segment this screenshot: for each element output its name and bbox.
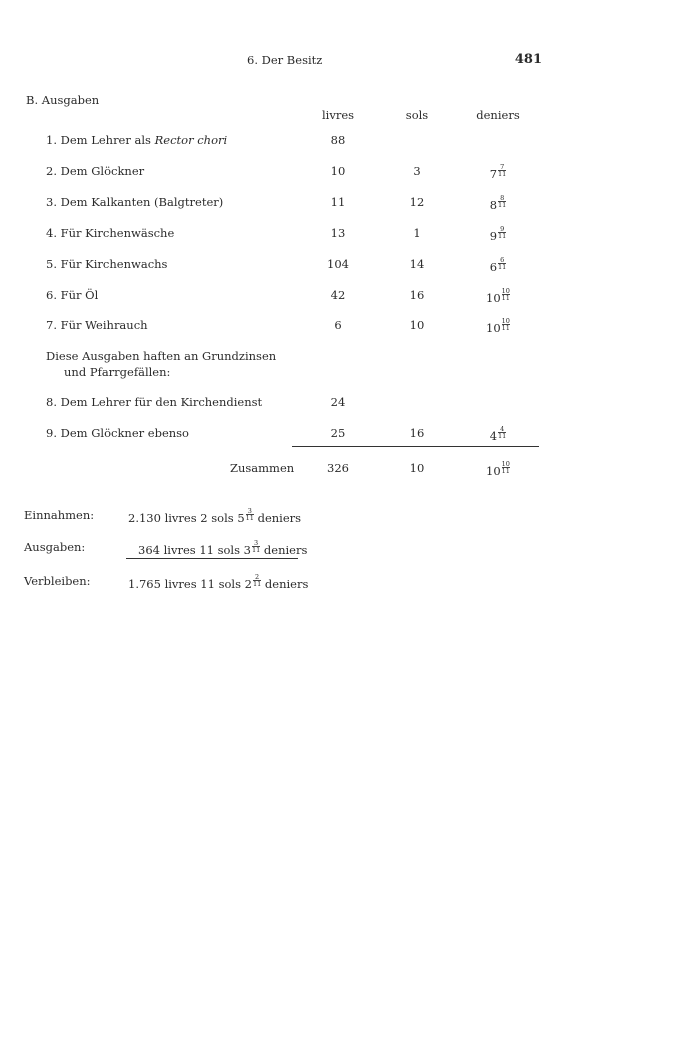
cell-sols: 1 [413,226,421,240]
cell-livres: 6 [334,318,342,332]
table-row [0,164,700,184]
cell-deniers: 10 $\frac{10}{11}$ [486,287,510,305]
sum-rule [292,446,539,447]
fraction: $\frac{4}{11}$ [498,425,507,440]
cell-sols: 14 [409,257,425,271]
fraction: $\frac{6}{11}$ [498,256,507,271]
cell-deniers: 9 $\frac{9}{11}$ [489,225,507,243]
cell-sols: 16 [409,426,425,440]
fraction: $\frac{3}{11}$ [245,507,254,522]
column-header-sols: sols [405,108,429,122]
note [46,348,276,380]
table-row [0,195,700,215]
row-label: 5. Für Kirchenwachs [46,257,168,271]
fraction: $\frac{8}{11}$ [498,194,507,209]
row-label: 2. Dem Glöckner [46,164,145,178]
row-label: 7. Für Weihrauch [46,318,148,332]
column-header-deniers: deniers [476,108,520,122]
page-number: 481 [514,52,542,67]
table-row [0,257,700,277]
cell-sols: 10 [409,318,425,332]
balance-rule [126,558,298,559]
balance-label: Ausgaben: [24,540,86,554]
row-label: 8. Dem Lehrer für den Kirchendienst [46,395,263,409]
cell-livres: 25 [330,426,346,440]
fraction: $\frac{7}{11}$ [498,163,507,178]
balance-einnahmen [0,508,700,526]
note-line: und Pfarrgefällen: [64,365,171,379]
cell-livres: 13 [330,226,346,240]
fraction: $\frac{9}{11}$ [498,225,507,240]
table-row [0,288,700,308]
cell-deniers: 7 $\frac{7}{11}$ [489,163,507,181]
fraction: $\frac{10}{11}$ [501,287,510,302]
cell-livres: 11 [330,195,346,209]
fraction: $\frac{3}{11}$ [251,539,261,554]
row-label-emphasis: Rector chori [154,133,228,147]
total-label: Zusammen [230,461,295,475]
total-sols: 10 [409,461,425,475]
balance-value: 2.130 livres 2 sols 5 $\frac{3}{11}$ deniers [128,507,302,525]
fraction: $\frac{10}{11}$ [501,460,510,475]
section-title: B. Ausgaben [26,93,100,107]
row-label: 4. Für Kirchenwäsche [46,226,175,240]
balance-ausgaben [0,540,700,558]
cell-deniers: 8 $\frac{8}{11}$ [489,194,507,212]
fraction: $\frac{10}{11}$ [501,317,510,332]
balance-value: 364 livres 11 sols 3 $\frac{3}{11}$ deniers [138,539,308,557]
cell-livres: 104 [327,257,349,271]
row-label: 3. Dem Kalkanten (Balgtreter) [46,195,224,209]
column-header-livres: livres [321,108,355,122]
table-row [0,133,700,153]
total-deniers: 10 $\frac{10}{11}$ [486,460,510,478]
table-row [0,318,700,338]
table-row [0,395,700,415]
total-livres: 326 [327,461,349,475]
row-label: 9. Dem Glöckner ebenso [46,426,189,440]
row-label: 1. Dem Lehrer als Rector chori [46,133,228,147]
balance-verbleiben [0,574,700,592]
cell-deniers: 10 $\frac{10}{11}$ [486,317,510,335]
cell-sols: 16 [409,288,425,302]
running-title: 6. Der Besitz [247,53,323,67]
cell-sols: 12 [409,195,425,209]
cell-livres: 88 [330,133,346,147]
cell-livres: 10 [330,164,346,178]
cell-sols: 3 [413,164,421,178]
cell-livres: 42 [330,288,346,302]
fraction: $\frac{2}{11}$ [252,573,262,588]
table-row [0,226,700,246]
total-row [0,461,700,481]
balance-label: Einnahmen: [24,508,95,522]
row-label: 6. Für Öl [46,288,99,302]
cell-deniers: 4 $\frac{4}{11}$ [489,425,507,443]
note-line: Diese Ausgaben haften an Grundzinsen [46,349,277,363]
cell-deniers: 6 $\frac{6}{11}$ [489,256,507,274]
balance-value: 1.765 livres 11 sols 2 $\frac{2}{11}$ deniers [128,573,309,591]
balance-label: Verbleiben: [24,574,91,588]
cell-livres: 24 [330,395,346,409]
table-row [0,426,700,446]
